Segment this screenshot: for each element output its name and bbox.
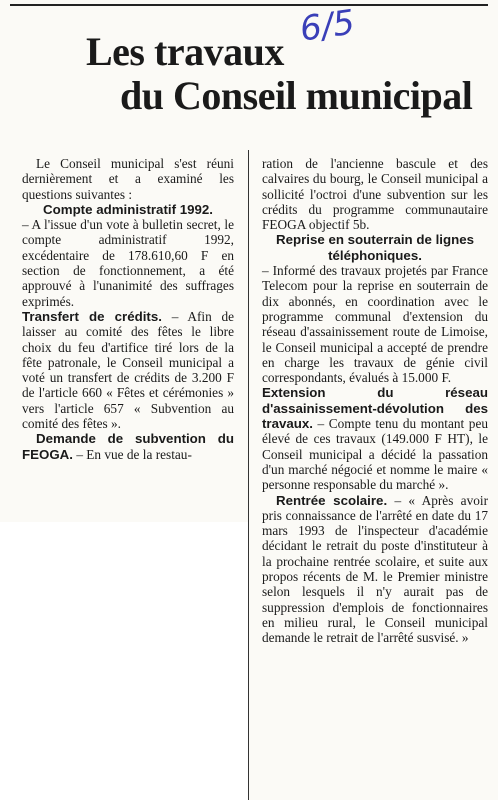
section-title: Transfert de crédits. (22, 308, 162, 324)
headline-line-1: Les travaux (86, 29, 284, 74)
section-body: – Informé des travaux projetés par France Telecom pour la reprise en souterrain de dix abonnés, en coordination avec le programme communal d'extension du réseau d'assainissement route de Limoise, le Conseil municipal a accepté de prendre en charge les travaux de génie civil correspondants, évalués à 15.000 F. (262, 263, 488, 386)
section-compte-administratif (22, 202, 234, 309)
section-title: Rentrée scolaire. (276, 492, 388, 508)
section-title: Demande de subvention du FEOGA. (22, 431, 234, 462)
handwritten-annotation: 6/5 (297, 2, 358, 50)
top-rule (10, 4, 488, 6)
column-divider (248, 150, 249, 800)
section-subvention-feoga (22, 431, 234, 462)
section-extension-reseau (262, 385, 488, 492)
section-body: – « Après avoir pris connaissance de l'arrêté en date du 17 mars 1993 de l'inspecteur d'académie décidant le retrait du poste d'instituteur à la prochaine rentrée scolaire, et suite aux propos récents de M. le Premier ministre selon lesquels il n'y aurait pas de suppression d'emplois de fonctionnaires en milieu rural, le Conseil municipal demande le retrait de l'arrêté susvisé. » (262, 492, 489, 646)
section-rentree-scolaire (262, 493, 488, 646)
section-transfert-credits (22, 309, 234, 431)
right-column (262, 156, 488, 646)
section-body: – En vue de la restau- (76, 446, 192, 462)
continuation-paragraph: ration de l'ancienne bascule et des calvaires du bourg, le Conseil municipal a sollicité l'octroi d'une subvention sur les crédits du programme communautaire FEOGA objectif 5b. (262, 156, 488, 233)
section-title: Extension du réseau d'assainissement-dévolution des travaux. (262, 385, 488, 432)
section-body: – Compte tenu du montant peu élevé de ces travaux (149.000 F HT), le Conseil municipal a décidé la passation d'un marché négocié et nomme le maire « personne responsable du marché ». (262, 416, 488, 493)
headline-line-2: du Conseil municipal (120, 73, 473, 118)
intro-paragraph: Le Conseil municipal s'est réuni dernièrement et a examiné les questions suivantes : (22, 156, 234, 202)
section-title: Reprise en souterrain de lignes téléphoniques. (275, 232, 475, 263)
section-body: – A l'issue d'un vote à bulletin secret, le compte administratif 1992, excédentaire de 178.610,60 F en section de fonctionnement, a été approuvé à l'unanimité des suffrages exprimés. (22, 217, 234, 309)
left-column (22, 156, 234, 462)
headline (86, 30, 486, 118)
section-title: Compte administratif 1992. (43, 201, 213, 217)
section-reprise-souterrain (262, 232, 488, 385)
section-body: – Afin de laisser au comité des fêtes le libre choix du feu d'artifice tiré lors de la fête patronale, le Conseil municipal a voté un transfert de crédits de 3.200 F de l'article 660 « Fêtes et cérémonies » vers l'article 657 « Subvention au comité des fêtes ». (22, 308, 234, 432)
blank-area (0, 522, 248, 800)
